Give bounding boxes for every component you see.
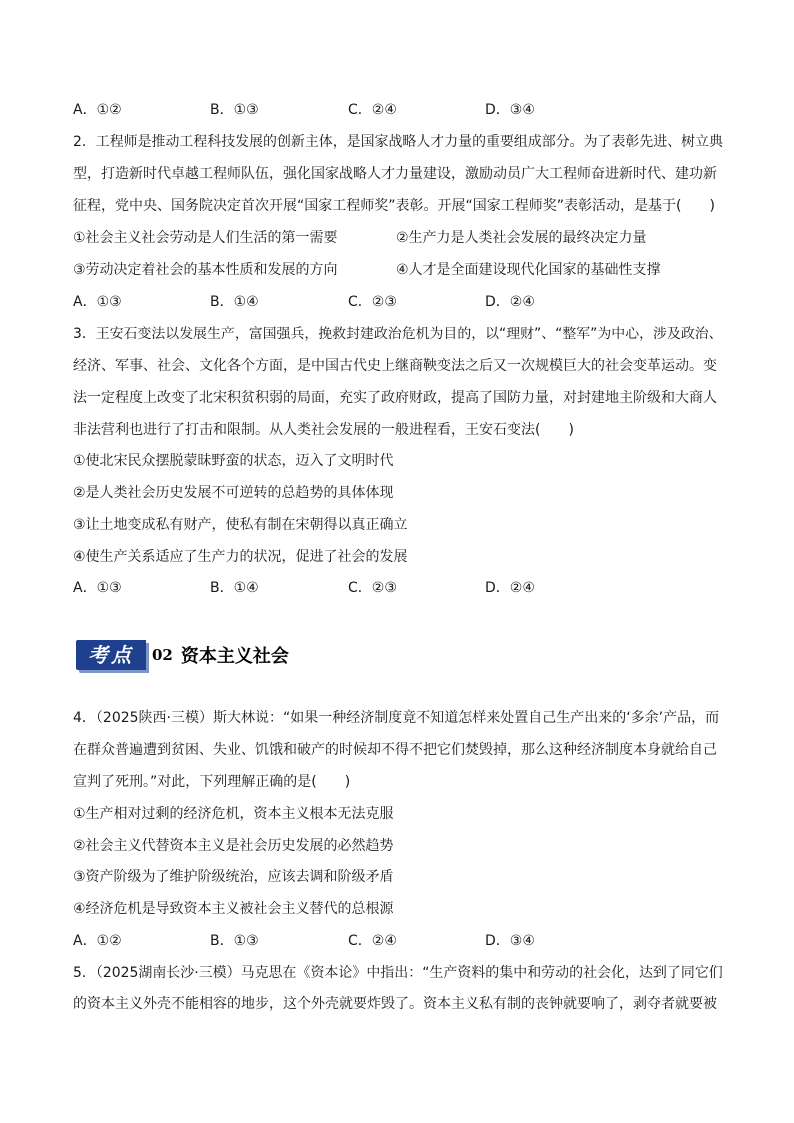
q2-text-line: 征程，党中央、国务院决定首次开展“国家工程师奖”表彰。开展“国家工程师奖”表彰活动，是基于( ) — [73, 198, 715, 214]
q5-text-line: 的资本主义外壳不能相容的地步，这个外壳就要炸毁了。资本主义私有制的丧钟就要响了，剥夺者就要被 — [73, 996, 717, 1012]
q2-statement-1: ①社会主义社会劳动是人们生活的第一需要 — [73, 230, 338, 246]
q2-statement-3: ③劳动决定着社会的基本性质和发展的方向 — [73, 262, 338, 278]
q3-text-line: 非法营利也进行了打击和限制。从人类社会发展的一般进程看，王安石变法( ) — [73, 422, 574, 438]
q3-statement-4: ④使生产关系适应了生产力的状况，促进了社会的发展 — [73, 549, 408, 565]
section-heading — [76, 640, 289, 670]
q3-option-d: D．②④ — [485, 580, 535, 596]
q4-statement-1: ①生产相对过剩的经济危机，资本主义根本无法克服 — [73, 806, 394, 822]
q5-text-line: 5．（2025湖南长沙·三模）马克思在《资本论》中指出：“生产资料的集中和劳动的社会化，达到了同它们 — [73, 965, 723, 981]
q3-text-line: 经济、军事、社会、文化各个方面，是中国古代史上继商鞅变法之后又一次规模巨大的社会变革运动。变 — [73, 358, 717, 374]
q3-statement-1: ①使北宋民众摆脱蒙昧野蛮的状态，迈入了文明时代 — [73, 453, 394, 469]
q2-statements-row — [73, 228, 723, 248]
q3-text-line: 法一定程度上改变了北宋积贫积弱的局面，充实了政府财政，提高了国防力量，对封建地主阶级和大商人 — [73, 390, 717, 406]
q4-text-line: 在群众普遍遭到贫困、失业、饥饿和破产的时候却不得不把它们焚毁掉，那么这种经济制度本身就给自己 — [73, 742, 717, 758]
q2-statements-row — [73, 260, 723, 280]
q4-option-c: C．②④ — [348, 933, 397, 949]
q1-option-d: D．③④ — [485, 102, 535, 118]
q4-text-line: 4．（2025陕西·三模）斯大林说：“如果一种经济制度竟不知道怎样来处置自己生产出来的‘多余’产品，而 — [73, 710, 720, 726]
section-number: 02 — [152, 646, 173, 664]
q2-option-a: A．①③ — [73, 294, 122, 310]
q2-option-c: C．②③ — [348, 294, 397, 310]
q4-statement-2: ②社会主义代替资本主义是社会历史发展的必然趋势 — [73, 838, 394, 854]
q1-options — [73, 100, 723, 120]
section-badge: 考点 — [76, 640, 146, 670]
q2-statement-2: ②生产力是人类社会发展的最终决定力量 — [396, 230, 647, 246]
q4-option-d: D．③④ — [485, 933, 535, 949]
q3-option-b: B．①④ — [210, 580, 259, 596]
q1-option-a: A．①② — [73, 102, 122, 118]
q3-text-line: 3．王安石变法以发展生产，富国强兵，挽救封建政治危机为目的，以“理财”、“整军”为中心，涉及政治、 — [73, 326, 723, 342]
q3-statement-3: ③让土地变成私有财产，使私有制在宋朝得以真正确立 — [73, 517, 408, 533]
q3-option-c: C．②③ — [348, 580, 397, 596]
q3-option-a: A．①③ — [73, 580, 122, 596]
q2-option-d: D．②④ — [485, 294, 535, 310]
q3-statement-2: ②是人类社会历史发展不可逆转的总趋势的具体体现 — [73, 485, 394, 501]
q4-option-a: A．①② — [73, 933, 122, 949]
q1-option-c: C．②④ — [348, 102, 397, 118]
q2-statement-4: ④人才是全面建设现代化国家的基础性支撑 — [396, 262, 661, 278]
q2-options — [73, 292, 723, 312]
q1-option-b: B．①③ — [210, 102, 259, 118]
q4-option-b: B．①③ — [210, 933, 259, 949]
q2-text-line: 2．工程师是推动工程科技发展的创新主体，是国家战略人才力量的重要组成部分。为了表彰先进、树立典 — [73, 134, 723, 150]
q3-options — [73, 578, 723, 598]
q2-text-line: 型，打造新时代卓越工程师队伍，强化国家战略人才力量建设，激励动员广大工程师奋进新时代、建功新 — [73, 166, 717, 182]
q4-text-line: 宣判了死刑。”对此，下列理解正确的是( ) — [73, 774, 351, 790]
q4-statement-3: ③资产阶级为了维护阶级统治，应该去调和阶级矛盾 — [73, 869, 394, 885]
q4-options — [73, 931, 723, 951]
section-title: 资本主义社会 — [180, 646, 289, 667]
q4-statement-4: ④经济危机是导致资本主义被社会主义替代的总根源 — [73, 901, 394, 917]
q2-option-b: B．①④ — [210, 294, 259, 310]
